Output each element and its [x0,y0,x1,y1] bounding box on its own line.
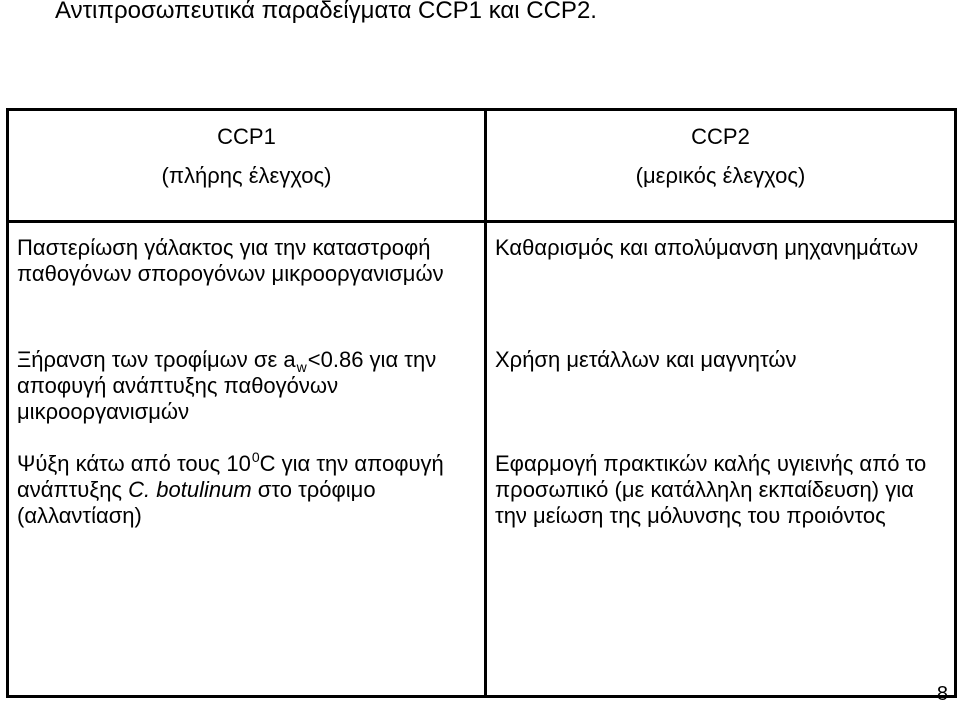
degree-superscript: 0 [251,449,260,465]
ccp2-header-title: CCP2 [691,124,750,149]
botulinum-species-name: C. botulinum [128,477,252,502]
ccp2-examples-cell [486,222,956,697]
ccp2-header-subtitle: (μερικός έλεγχος) [635,163,806,188]
ccp1-item-cooling-text-start: Ψύξη κάτω από τους 10 [17,451,251,476]
ccp2-item-hygiene: Εφαρμογή πρακτικών καλής υγιεινής από το προσωπικό (με κατάλληλη εκπαίδευση) για την μείωση της μόλυνσης του προιόντος [495,451,927,528]
ccp2-item-cleaning: Καθαρισμός και απολύμανση μηχανημάτων [495,235,919,260]
table-header-row [8,110,956,222]
ccp1-item-cooling [17,451,476,581]
ccp2-item-magnets: Χρήση μετάλλων και μαγνητών [495,347,797,372]
ccp1-examples-cell [8,222,486,697]
ccp2-header-cell [486,110,956,222]
ccp1-header-title: CCP1 [217,124,276,149]
ccp1-header-subtitle: (πλήρης έλεγχος) [161,163,332,188]
ccp1-item-cooling-text-middle: C για την αποφυγή ανάπτυξης [17,451,444,502]
ccp1-header-cell [8,110,486,222]
water-activity-subscript: w [296,359,307,375]
ccp1-item-cooling-text-end: στο τρόφιμο (αλλαντίαση) [17,477,376,528]
ccp-examples-table [6,108,957,698]
table-body-row [8,222,956,697]
ccp1-item-pasteurization: Παστερίωση γάλακτος για την καταστροφή παθογόνων σπορογόνων μικροοργανισμών [17,235,444,286]
ccp1-item-drying [17,347,476,451]
ccp1-item-drying-text-start: Ξήρανση των τροφίμων σε a [17,347,296,372]
page-number: 8 [936,683,948,705]
slide-title: Αντιπροσωπευτικά παραδείγματα CCP1 και CCP2. [55,0,597,24]
ccp1-item-drying-text-end: <0.86 για την αποφυγή ανάπτυξης παθογόνων μικροοργανισμών [17,347,437,424]
